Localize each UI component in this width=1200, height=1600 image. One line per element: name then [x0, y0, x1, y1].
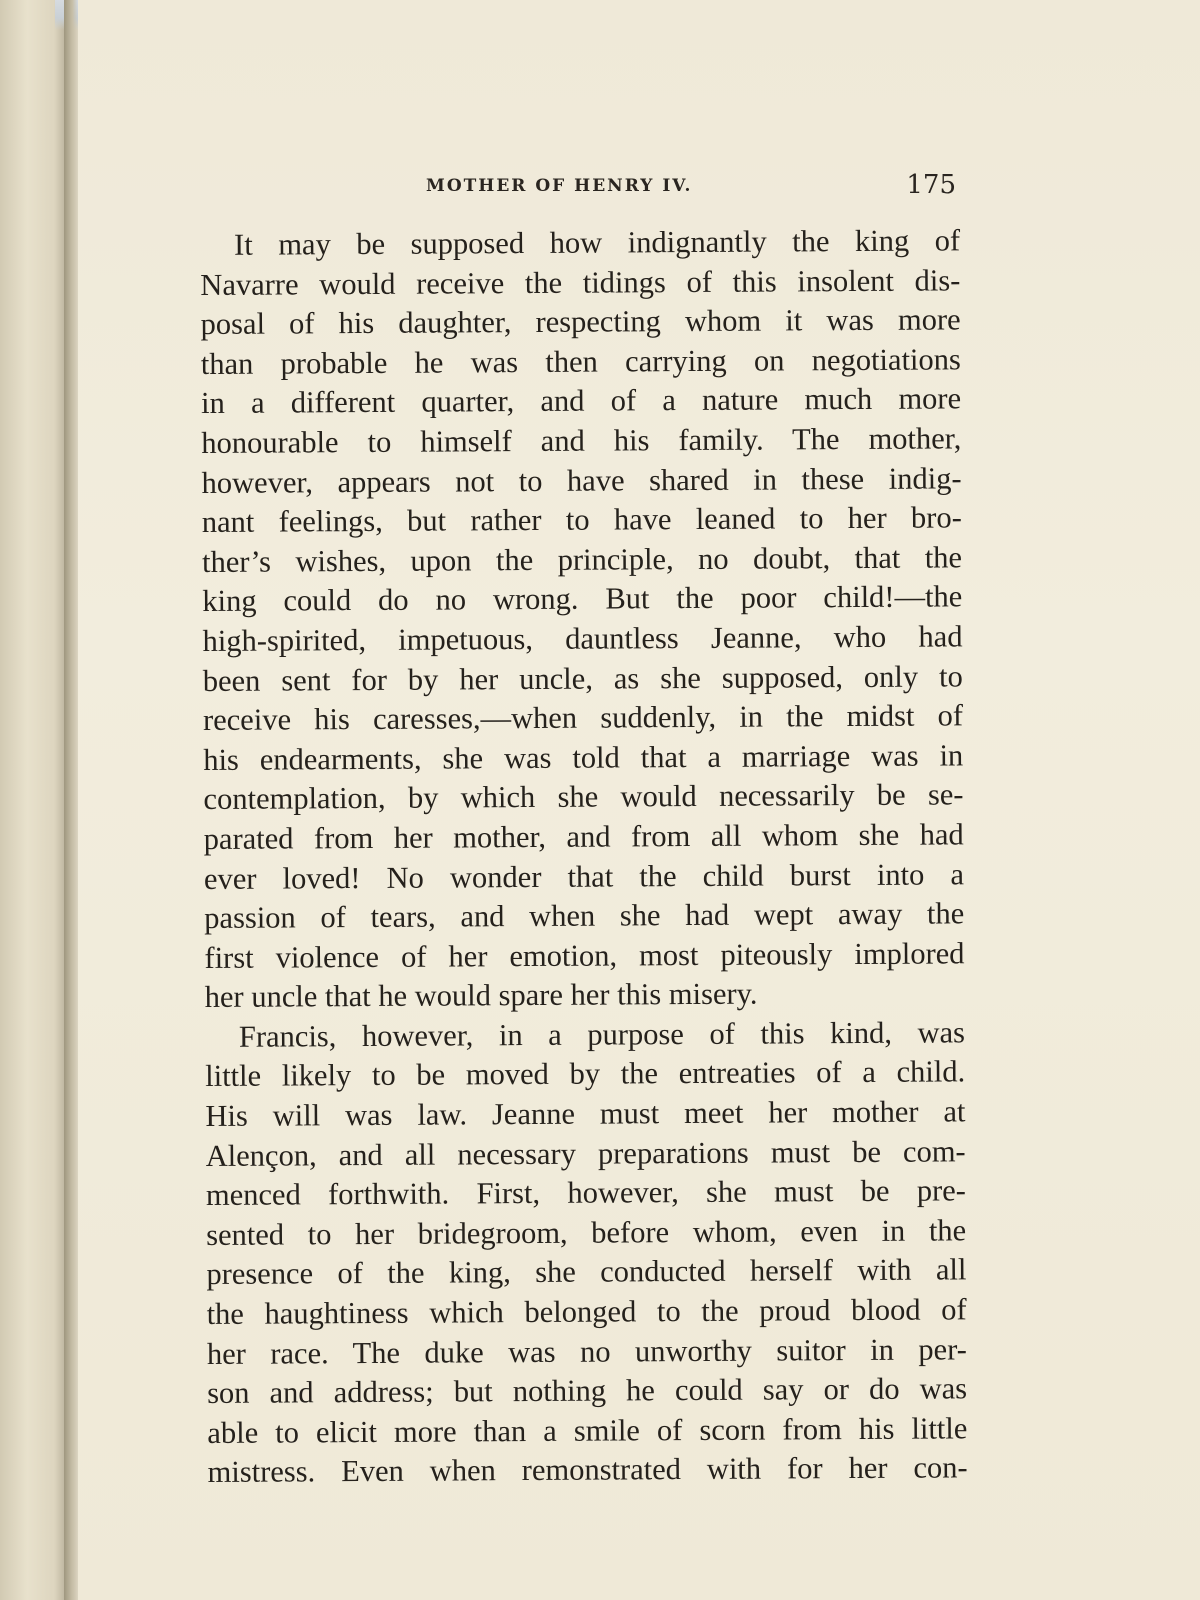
book-gutter [64, 0, 78, 1600]
text-line: sented to her bridegroom, before whom, even in the [206, 1213, 967, 1252]
text-line: honourable to himself and his family. The mother, [201, 421, 962, 460]
text-line: nant feelings, but rather to have leaned to her bro- [201, 500, 962, 540]
text-line: able to elicit more than a smile of scorn from his little [207, 1411, 968, 1450]
text-line: however, appears not to have shared in these indig- [201, 460, 962, 500]
page-number: 175 [906, 170, 956, 200]
running-title: MOTHER OF HENRY IV. [426, 176, 693, 196]
text-line: His will was law. Jeanne must meet her mother at [205, 1094, 966, 1134]
text-line: ever loved! No wonder that the child burst into a [203, 856, 965, 896]
text-line: little likely to be moved by the entreaties of a child. [205, 1054, 966, 1094]
text-line: high-spirited, impetuous, dauntless Jeanne, who had [202, 619, 963, 658]
text-line: Alençon, and all necessary preparations must be com- [205, 1133, 966, 1173]
text-line: her uncle that he would spare her this misery. [204, 976, 758, 1015]
text-line: It may be supposed how indignantly the king of [234, 223, 961, 262]
text-line: parated from her mother, and from all whom she had [203, 817, 964, 856]
text-line: contemplation, by which she would necessarily be se- [203, 777, 964, 817]
text-line: posal of his daughter, respecting whom it was more [200, 302, 961, 342]
text-line: Navarre would receive the tidings of this insolent dis- [200, 262, 961, 302]
previous-page-edge [0, 0, 68, 1600]
text-line: Francis, however, in a purpose of this kind, was [238, 1015, 966, 1054]
text-line: menced forthwith. First, however, she must be pre- [205, 1173, 967, 1213]
running-head [346, 168, 956, 208]
text-line: passion of tears, and when she had wept away the [204, 896, 965, 936]
text-line: son and address; but nothing he could say or do was [207, 1371, 968, 1411]
text-line: her race. The duke was no unworthy suitor in per- [206, 1331, 967, 1371]
text-line: mistress. Even when remonstrated with for her con- [207, 1450, 968, 1490]
text-line: ther’s wishes, upon the principle, no doubt, that the [201, 540, 963, 579]
body-text [200, 221, 968, 1493]
text-line: than probable he was then carrying on negotiations [200, 342, 961, 381]
text-line: king could do no wrong. But the poor child!—the [202, 579, 963, 619]
text-line: in a different quarter, and of a nature much more [200, 381, 962, 421]
text-line: his endearments, she was told that a marriage was in [203, 738, 964, 777]
text-line: first violence of her emotion, most piteously implored [204, 936, 965, 975]
text-line: receive his caresses,—when suddenly, in the midst of [202, 698, 964, 738]
text-line: the haughtiness which belonged to the proud blood of [206, 1292, 967, 1332]
text-line: been sent for by her uncle, as she supposed, only to [202, 658, 963, 698]
text-line: presence of the king, she conducted herself with all [206, 1252, 967, 1292]
